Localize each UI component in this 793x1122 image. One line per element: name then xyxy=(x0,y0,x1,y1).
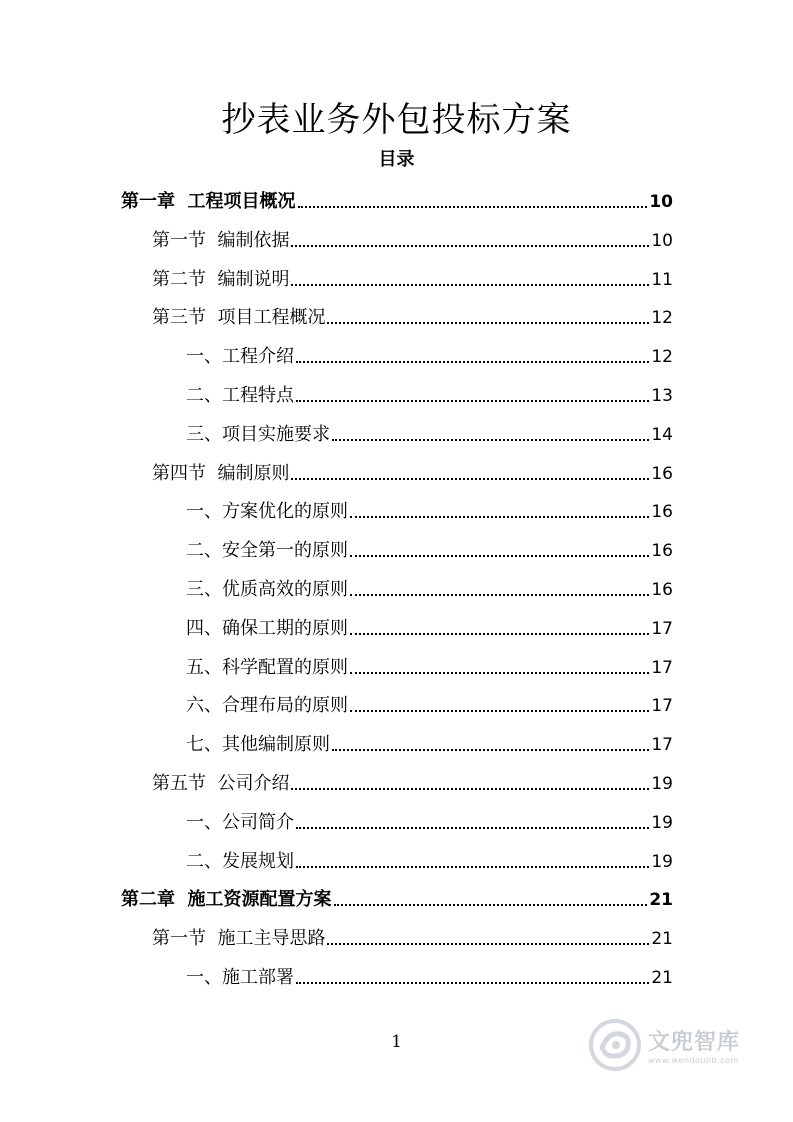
toc-entry-title: 六、合理布局的原则 xyxy=(186,695,348,717)
toc-entry-page: 21 xyxy=(651,968,673,988)
toc-entry-page: 19 xyxy=(651,851,673,872)
toc-entry-title: 第一节 施工主导思路 xyxy=(152,928,326,950)
watermark-name: 文兜智库 xyxy=(648,1030,741,1055)
toc-entry-title: 七、其他编制原则 xyxy=(186,734,330,756)
toc-dot-leader xyxy=(298,206,648,208)
toc-entry-page: 16 xyxy=(651,502,673,523)
toc-entry-page: 12 xyxy=(651,308,673,329)
toc-entry-title: 第四节 编制原则 xyxy=(152,462,290,484)
toc-entry-item[interactable] xyxy=(186,688,673,718)
toc-dot-leader xyxy=(296,361,649,363)
toc-entry-page: 17 xyxy=(651,696,673,717)
toc-dot-leader xyxy=(296,982,649,984)
toc-entry-item[interactable] xyxy=(186,533,673,563)
toc-entry-item[interactable] xyxy=(186,611,673,641)
toc-entry-title: 一、工程介绍 xyxy=(186,346,294,368)
toc-entry-title: 第一节 编制依据 xyxy=(152,229,290,251)
toc-entry-title: 四、确保工期的原则 xyxy=(186,617,348,639)
toc-entry-title: 三、项目实施要求 xyxy=(186,423,330,445)
toc-dot-leader xyxy=(291,788,649,790)
toc-entry-chapter[interactable] xyxy=(121,882,673,912)
toc-dot-leader xyxy=(296,827,649,829)
toc-entry-page: 10 xyxy=(651,230,673,251)
page-number: 1 xyxy=(391,1032,402,1052)
toc-entry-section[interactable] xyxy=(152,300,673,330)
wendou-logo-icon xyxy=(588,1018,642,1072)
toc-dot-leader xyxy=(296,866,649,868)
toc-entry-item[interactable] xyxy=(186,572,673,602)
toc-dot-leader xyxy=(296,400,649,402)
toc-dot-leader xyxy=(291,245,649,247)
toc-dot-leader xyxy=(350,594,649,596)
toc-entry-item[interactable] xyxy=(186,417,673,447)
toc-entry-section[interactable] xyxy=(152,456,673,486)
toc-entry-section[interactable] xyxy=(152,262,673,292)
toc-entry-title: 二、发展规划 xyxy=(186,850,294,872)
toc-entry-page: 14 xyxy=(651,424,673,445)
toc-entry-item[interactable] xyxy=(186,805,673,835)
toc-dot-leader xyxy=(334,904,648,906)
toc-entry-title: 二、安全第一的原则 xyxy=(186,540,348,562)
toc-entry-page: 11 xyxy=(651,269,673,290)
toc-entry-page: 17 xyxy=(651,657,673,678)
toc-entry-title: 二、工程特点 xyxy=(186,385,294,406)
toc-entry-item[interactable] xyxy=(186,960,673,990)
toc-entry-section[interactable] xyxy=(152,766,673,796)
toc-entry-section[interactable] xyxy=(152,921,673,951)
toc-dot-leader xyxy=(350,710,649,712)
watermark xyxy=(588,1015,758,1075)
toc-entry-title: 三、优质高效的原则 xyxy=(186,579,348,600)
toc-dot-leader xyxy=(350,516,649,518)
toc-entry-page: 19 xyxy=(651,812,673,833)
toc-entry-section[interactable] xyxy=(152,223,673,253)
toc-entry-item[interactable] xyxy=(186,339,673,369)
toc-entry-title: 一、施工部署 xyxy=(186,967,294,988)
document-title: 抄表业务外包投标方案 xyxy=(221,100,572,140)
toc-dot-leader xyxy=(327,943,649,945)
toc-entry-page: 13 xyxy=(651,386,673,406)
toc-entry-title: 五、科学配置的原则 xyxy=(186,656,348,678)
toc-entry-title: 一、公司简介 xyxy=(186,811,294,833)
toc-entry-page: 21 xyxy=(649,890,673,911)
toc-entry-page: 10 xyxy=(649,192,673,212)
toc-entry-title: 第二节 编制说明 xyxy=(152,268,290,290)
toc-entry-page: 19 xyxy=(651,774,673,794)
toc-entry-title: 第三节 项目工程概况 xyxy=(152,307,326,329)
toc-entry-page: 17 xyxy=(651,618,673,639)
toc-dot-leader xyxy=(332,749,649,751)
toc-dot-leader xyxy=(350,672,649,674)
toc-entry-item[interactable] xyxy=(186,494,673,524)
toc-entry-title: 第二章 施工资源配置方案 xyxy=(121,889,332,911)
watermark-url: www.wendoulib.com xyxy=(648,1056,739,1065)
toc-entry-item[interactable] xyxy=(186,650,673,680)
toc-dot-leader xyxy=(350,555,649,557)
toc-entry-item[interactable] xyxy=(186,727,673,757)
toc-dot-leader xyxy=(350,633,649,635)
toc-entry-item[interactable] xyxy=(186,378,673,408)
toc-entry-title: 第五节 公司介绍 xyxy=(152,773,290,794)
toc-dot-leader xyxy=(291,284,649,286)
toc-entry-item[interactable] xyxy=(186,844,673,874)
toc-entry-page: 21 xyxy=(651,929,673,950)
toc-entry-page: 16 xyxy=(651,541,673,562)
toc-entry-page: 17 xyxy=(651,735,673,756)
toc-entry-page: 16 xyxy=(651,580,673,600)
toc-heading: 目录 xyxy=(378,149,415,170)
toc-entry-chapter[interactable] xyxy=(121,184,673,214)
toc-dot-leader xyxy=(332,439,649,441)
toc-dot-leader xyxy=(327,322,649,324)
toc-entry-title: 一、方案优化的原则 xyxy=(186,501,348,523)
toc-dot-leader xyxy=(291,478,649,480)
toc-entry-title: 第一章 工程项目概况 xyxy=(121,191,296,212)
toc-entry-page: 12 xyxy=(651,347,673,368)
toc-entry-page: 16 xyxy=(651,463,673,484)
